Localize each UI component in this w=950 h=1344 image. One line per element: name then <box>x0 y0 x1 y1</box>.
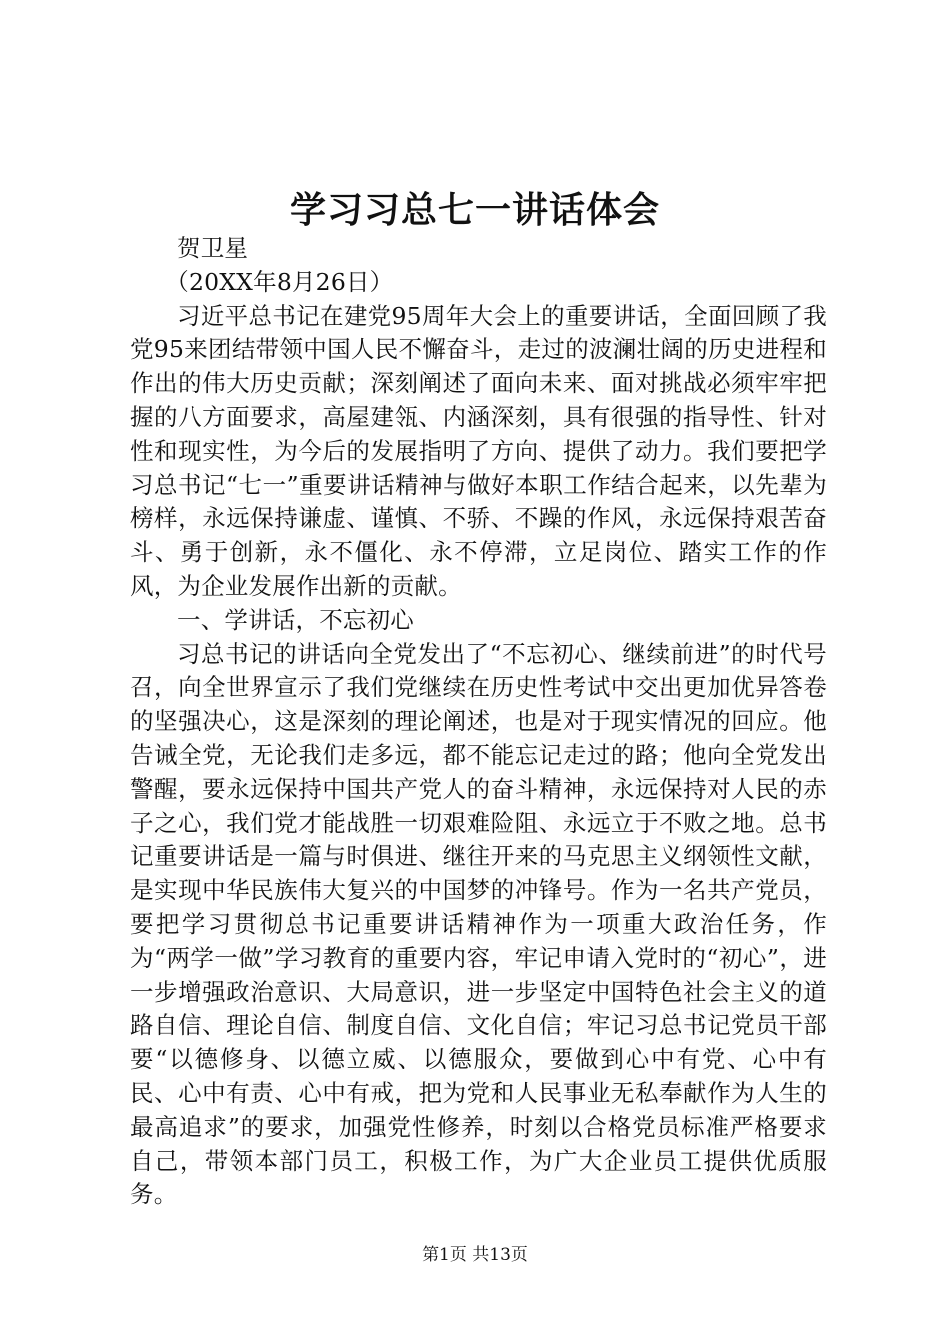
paragraph-section-1: 习总书记的讲话向全党发出了“不忘初心、继续前进”的时代号召，向全世界宣示了我们党继续在历史性考试中交出更加优异答卷的坚强决心，这是深刻的理论阐述，也是对于现实情况的回应。他告诫全党，无论我们走多远，都不能忘记走过的路；他向全党发出警醒，要永远保持中国共产党人的奋斗精神，永远保持对人民的赤子之心，我们党才能战胜一切艰难险阻、永远立于不败之地。总书记重要讲话是一篇与时俱进、继往开来的马克思主义纲领性文献，是实现中华民族伟大复兴的中国梦的冲锋号。作为一名共产党员，要把学习贯彻总书记重要讲话精神作为一项重大政治任务，作为“两学一做”学习教育的重要内容，牢记申请入党时的“初心”，进一步增强政治意识、大局意识，进一步坚定中国特色社会主义的道路自信、理论自信、制度自信、文化自信；牢记习总书记党员干部要“以德修身、以德立威、以德服众，要做到心中有党、心中有民、心中有责、心中有戒，把为党和人民事业无私奉献作为人生的最高追求”的要求，加强党性修养，时刻以合格党员标准严格要求自己，带领本部门员工，积极工作，为广大企业员工提供优质服务。 <box>130 639 827 1209</box>
document-title: 学习习总七一讲话体会 <box>289 189 660 231</box>
section-heading-1: 一、学讲话，不忘初心 <box>177 605 414 634</box>
author-name: 贺卫星 <box>177 234 249 262</box>
document-body <box>130 232 827 1212</box>
page-footer: 第1页 共13页 <box>422 1245 528 1265</box>
document-date: （20XX年8月26日） <box>165 267 394 296</box>
paragraph-intro: 习近平总书记在建党95周年大会上的重要讲话，全面回顾了我党95来团结带领中国人民不懈奋斗，走过的波澜壮阔的历史进程和作出的伟大历史贡献；深刻阐述了面向未来、面对挑战必须牢牢把握的八方面要求，高屋建瓴、内涵深刻，具有很强的指导性、针对性和现实性，为今后的发展指明了方向、提供了动力。我们要把学习总书记“七一”重要讲话精神与做好本职工作结合起来，以先辈为榜样，永远保持谦虚、谨慎、不骄、不躁的作风，永远保持艰苦奋斗、勇于创新，永不僵化、永不停滞，立足岗位、踏实工作的作风，为企业发展作出新的贡献。 <box>130 301 827 600</box>
